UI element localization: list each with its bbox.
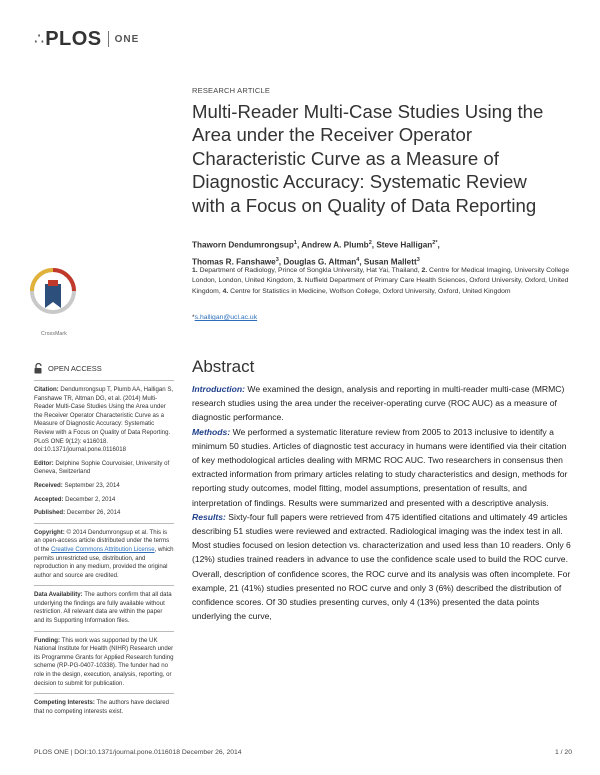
results-label: Results:: [192, 511, 226, 522]
title-line: Multi-Reader Multi-Case Studies Using the: [192, 101, 544, 122]
page-number: 1 / 20: [554, 749, 572, 756]
citation-block: [34, 386, 174, 455]
title-line: Diagnostic Accuracy: Systematic Review: [192, 171, 527, 193]
author-affil-sup: 1: [293, 240, 297, 246]
copyright-text-end: , which permits unrestricted use, distribution, and reproduction in any medium, provided the original author and source are credited.: [34, 545, 174, 579]
page-footer: PLOS ONE | DOI:10.1371/journal.pone.0116018 December 26, 2014: [34, 749, 242, 756]
affil-text: Centre for Medical Imaging, University College London, London, United Kingdom,: [192, 267, 570, 285]
funding-text: This work was supported by the UK National Institute for Health (NIHR) Research under its Programme Grants for Applied Research funding scheme (RP-PG-0407-10338). The funder had no role in the design, execution, analysis, reporting, or decision to submit for publication.: [34, 636, 174, 687]
accepted-label: Accepted:: [34, 495, 64, 503]
editor-text: Delphine Sophie Courvoisier, University of Geneva, Switzerland: [34, 459, 170, 476]
article-type: RESEARCH ARTICLE: [192, 86, 271, 95]
funding-block: [34, 637, 174, 689]
results-text: Sixty-four full papers were retrieved from 475 identified citations and ultimately 49 articles describing 51 studies were reviewed and extracted. Radiological imaging was the index test in all. Most studies focused on lesion detection vs. characterization and used less than 10 readers. Only 6 (12%) studies trained readers in advance to use the confidence scale used to build the ROC curve. Overall, description of confidence scores, the ROC curve and its analysis was often incomplete. For example, 21 (41%) studies presented no ROC curve and only 3 (6%) described the distribution of confidence scores. Of 30 studies presenting curves, only 4 (13%) presented the data points underlying the curve,: [192, 511, 571, 622]
author-list: Thaworn Dendumrongsup$^1$, Andrew A. Plumb$^2$, Steve Halligan$^{2*}$, Thomas R. Fanshawe$^3$, Douglas G. Altman$^4$, Susan Mallett$^3$: [192, 240, 440, 267]
abstract-body: [192, 382, 574, 623]
received-block: [34, 482, 174, 491]
sidebar-divider: [34, 523, 174, 524]
license-link[interactable]: Creative Commons Attribution License: [50, 545, 155, 553]
methods-label: Methods:: [192, 426, 231, 437]
citation-label: Citation:: [34, 386, 59, 393]
received-label: Received:: [34, 481, 63, 489]
funding-label: Funding:: [34, 636, 61, 644]
copyright-block: [34, 529, 174, 581]
plos-wordmark: PLOS: [45, 27, 102, 50]
published-block: [34, 509, 174, 518]
open-access-badge: [34, 363, 102, 374]
affil-text: Nuffield Department of Primary Care Health Sciences, Oxford University, Oxford, United Kingdom,: [192, 277, 569, 295]
email-marker: *: [192, 314, 195, 321]
crossmark-label: CrossMark: [41, 331, 67, 337]
abstract-heading: Abstract: [192, 357, 255, 376]
crossmark-icon[interactable]: [28, 266, 78, 328]
author-affil-sup: 2: [368, 240, 372, 246]
title-line: Area under the Receiver Operator: [192, 124, 473, 146]
data-availability-block: [34, 591, 174, 625]
title-line: with a Focus on Quality of Data Reporting: [192, 194, 537, 216]
intro-label: Introduction:: [192, 384, 245, 394]
sidebar-divider: [34, 693, 174, 694]
copyright-text: © 2014 Dendumrongsup et al. This is an open-access article distributed under the terms of the: [34, 528, 170, 553]
plos-dots-icon: ∴: [34, 31, 44, 48]
affiliations: [192, 266, 572, 297]
intro-text: We examined the design, analysis and reporting in multi-reader multi-case (MRMC) research studies using the area under the receiver-operating curve (ROC AUC) as a measure of diagnostic performance.: [192, 384, 565, 423]
article-metadata-sidebar: [34, 376, 174, 721]
competing-interests-block: [34, 699, 174, 716]
abstract-results: [192, 510, 574, 624]
abstract-introduction: [192, 382, 574, 425]
data-availability-text: The authors confirm that all data underlying the findings are fully available without restriction. All relevant data are within the paper and its Supporting Information files.: [34, 591, 172, 625]
affil-num: 3.: [297, 277, 303, 285]
author-affil-sup: 2*: [432, 240, 438, 246]
open-lock-icon: [34, 363, 43, 374]
editor-label: Editor:: [34, 459, 54, 467]
affil-text: Centre for Statistics in Medicine, Wolfson College, Oxford University, Oxford, United Kingdom: [230, 287, 511, 295]
article-title: [192, 100, 572, 217]
affil-num: 1.: [192, 267, 198, 274]
author-affil-sup: 3: [416, 256, 420, 263]
open-access-label: OPEN ACCESS: [48, 364, 102, 373]
sidebar-divider: [34, 631, 174, 632]
data-availability-label: Data Availability:: [34, 591, 83, 599]
affil-num: 4.: [222, 287, 229, 295]
affil-text: Department of Radiology, Prince of Songkla University, Hat Yai, Thailand,: [199, 267, 420, 274]
competing-text: The authors have declared that no competing interests exist.: [34, 699, 170, 715]
author-name[interactable]: Thomas R. Fanshawe: [192, 257, 276, 267]
received-date: September 23, 2014: [64, 481, 120, 489]
citation-text: Dendumrongsup T, Plumb AA, Halligan S, Fanshawe TR, Altman DG, et al. (2014) Multi-Reader Multi-Case Studies Using the Area under the Receiver Operator Characteristic Curve as a Measure of Diagnostic Accuracy: Systematic Review with a Focus on Quality of Data Reporting. PLoS ONE 9(12): e116018. doi:10.1371/journal.pone.0116018: [34, 386, 174, 454]
plos-one-logo: [34, 28, 139, 50]
accepted-block: [34, 496, 174, 505]
sidebar-divider: [34, 585, 174, 586]
author-name[interactable]: Douglas G. Altman: [283, 257, 357, 267]
title-line: Characteristic Curve as a Measure of: [192, 147, 499, 169]
accepted-date: December 2, 2014: [65, 495, 116, 503]
author-affil-sup: 3: [275, 256, 279, 263]
copyright-label: Copyright:: [34, 528, 65, 536]
abstract-methods: [192, 425, 574, 510]
sidebar-divider: [34, 380, 174, 381]
author-name[interactable]: Steve Halligan: [376, 240, 433, 250]
one-wordmark: ONE: [114, 33, 140, 45]
published-label: Published:: [34, 509, 66, 517]
competing-label: Competing Interests:: [34, 699, 95, 707]
methods-text: We performed a systematic literature review from 2005 to 2013 inclusive to identify a minimum 50 studies. Articles of diagnostic test accuracy in humans were identified via their citation of key methodological articles dealing with MRMC ROC AUC. Two researchers in consensus then extracted information from primary articles relating to study characteristics and design, methods for reporting study outcomes, model fitting, model assumptions, presentation of results, and interpretation of findings. Results were summarized and presented with a descriptive analysis.: [192, 426, 568, 508]
author-affil-sup: 4: [356, 256, 360, 263]
affil-num: 2.: [421, 267, 428, 274]
email-link[interactable]: s.halligan@ucl.ac.uk: [194, 314, 258, 321]
editor-block: [34, 460, 174, 477]
corresponding-email: [192, 314, 257, 321]
author-name[interactable]: Andrew A. Plumb: [301, 240, 369, 250]
author-name[interactable]: Susan Mallett: [363, 257, 417, 267]
author-name[interactable]: Thaworn Dendumrongsup: [192, 240, 294, 250]
logo-divider: [108, 31, 109, 47]
published-date: December 26, 2014: [66, 509, 121, 517]
